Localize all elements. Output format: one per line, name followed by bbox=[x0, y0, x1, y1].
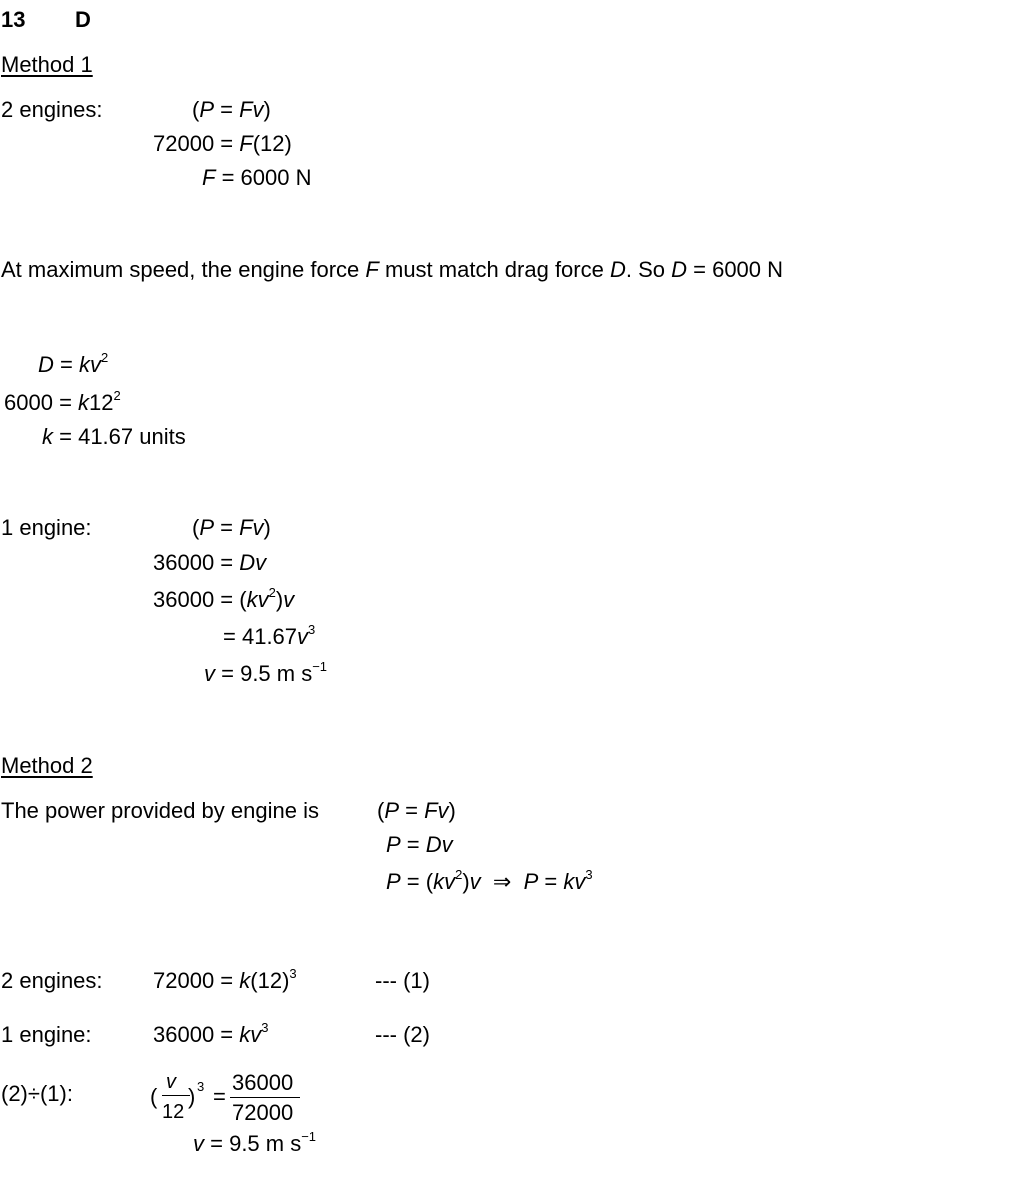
one-engine-speed-result: v = 9.5 m $s^{-1}$ bbox=[204, 659, 328, 686]
one-engine-eq2: $36000 = (kv^2)v$ bbox=[153, 585, 295, 612]
one-engine-eq1: 36000 = Dv bbox=[153, 550, 267, 575]
answer-letter: D bbox=[75, 7, 91, 32]
method1-heading: Method 1 bbox=[1, 52, 93, 77]
power-kv3-eq: $P = (kv^2)v$ ⇒ $P = kv^3$ bbox=[386, 867, 593, 894]
eq1-tag: --- (1) bbox=[375, 968, 430, 993]
drag-equation: $D = kv^2$ bbox=[38, 350, 109, 377]
power-drag-eq: P = Dv bbox=[386, 832, 453, 857]
m2-eq2: $36000 = kv^3$ bbox=[153, 1020, 269, 1047]
m2-speed-result: v = 9.5 m $s^{-1}$ bbox=[193, 1129, 317, 1156]
method2-heading: Method 2 bbox=[1, 753, 93, 778]
two-engines-label: 2 engines: bbox=[1, 97, 103, 122]
question-number: 13 bbox=[1, 7, 26, 32]
power-formula-1engine: (P = Fv) bbox=[192, 515, 271, 540]
eq2-tag: --- (2) bbox=[375, 1022, 430, 1047]
power-formula-m2: (P = Fv) bbox=[377, 798, 456, 823]
m2-two-engines-label: 2 engines: bbox=[1, 968, 103, 993]
max-speed-sentence: At maximum speed, the engine force F must match drag force D. So D = 6000 N bbox=[1, 257, 784, 282]
ratio-equation: ( v 12 ) 3 = 36000 72000 bbox=[150, 1070, 310, 1130]
power-formula: (P = Fv) bbox=[192, 97, 271, 122]
drag-substitution: $6000 = k12^2$ bbox=[4, 388, 121, 415]
m2-one-engine-label: 1 engine: bbox=[1, 1022, 92, 1047]
one-engine-eq3: = $41.67v^3$ bbox=[223, 622, 316, 649]
power-provided-text: The power provided by engine is bbox=[1, 798, 319, 823]
force-result: F = 6000 N bbox=[202, 165, 312, 190]
m2-eq1: $72000 = k(12)^3$ bbox=[153, 966, 297, 993]
division-label: (2)÷(1): bbox=[1, 1081, 73, 1106]
power-equation-2engines: 72000 = F(12) bbox=[153, 131, 292, 156]
k-result: k = 41.67 units bbox=[42, 424, 186, 449]
one-engine-label: 1 engine: bbox=[1, 515, 92, 540]
